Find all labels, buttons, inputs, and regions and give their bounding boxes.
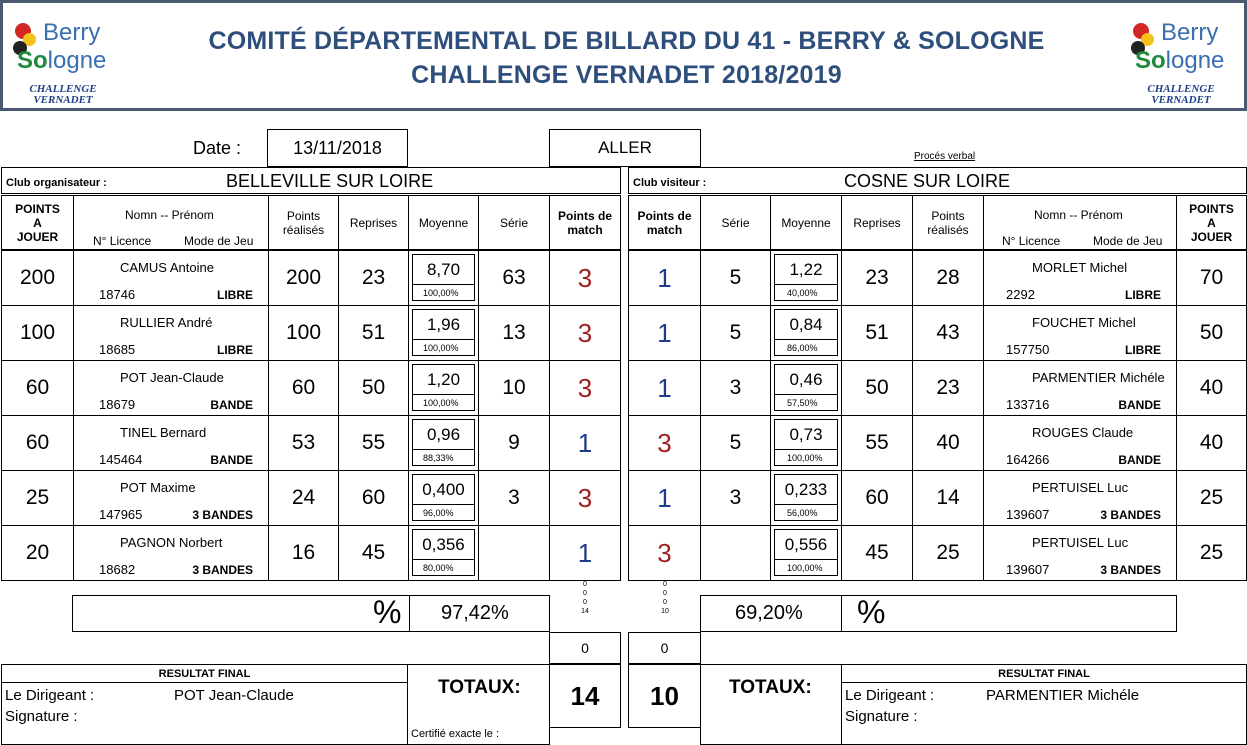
- player-licence: 139607: [1006, 562, 1050, 577]
- player-name-cell: [73, 250, 269, 306]
- moyenne-cell: [770, 525, 842, 581]
- away-zero-cell: 0: [628, 632, 701, 664]
- points-a-jouer-cell: 20: [1, 525, 74, 581]
- serie-cell: 5: [700, 415, 771, 471]
- player-name-cell: [73, 525, 269, 581]
- col-header-reprises: Reprises: [841, 195, 913, 250]
- points-a-jouer-cell: 70: [1176, 250, 1247, 306]
- logo-sologne-text: Sologne: [1135, 47, 1225, 74]
- logo-challenge-text: CHALLENGE: [29, 83, 97, 95]
- player-mode: 3 BANDES: [192, 508, 253, 522]
- player-mode: LIBRE: [217, 343, 253, 357]
- player-licence: 18682: [99, 562, 136, 577]
- moyenne-percent: 100,00%: [774, 449, 838, 466]
- logo-berry-text: Berry: [43, 19, 101, 46]
- player-name: POT Jean-Claude: [120, 370, 224, 385]
- player-name: RULLIER André: [120, 315, 213, 330]
- col-header-reprises: Reprises: [338, 195, 409, 250]
- serie-cell: 10: [478, 360, 550, 416]
- points-a-jouer-cell: 25: [1, 470, 74, 526]
- reprises-cell: 55: [338, 415, 409, 471]
- leg-aller: ALLER: [549, 129, 701, 167]
- moyenne-percent: 100,00%: [412, 394, 475, 411]
- player-licence: 164266: [1006, 452, 1050, 467]
- player-licence: 18746: [99, 287, 136, 302]
- moyenne-value: 1,22: [774, 254, 838, 284]
- points-de-match-cell: 3: [549, 360, 621, 416]
- player-name-cell: [983, 360, 1177, 416]
- away-summary-box: [700, 595, 1177, 632]
- player-name: FOUCHET Michel: [1032, 315, 1136, 330]
- points-de-match-cell: 3: [549, 250, 621, 306]
- player-name: MORLET Michel: [1032, 260, 1128, 275]
- points-a-jouer-cell: 100: [1, 305, 74, 361]
- moyenne-value: 0,356: [412, 529, 475, 559]
- reprises-cell: 50: [841, 360, 913, 416]
- player-licence: 145464: [99, 452, 143, 467]
- points-realises-cell: 25: [912, 525, 984, 581]
- player-name-cell: [73, 305, 269, 361]
- signature-label: Signature :: [5, 708, 78, 725]
- tiny-value: 14: [581, 608, 589, 615]
- home-total-value: 14: [549, 664, 621, 728]
- player-name: POT Maxime: [120, 480, 196, 495]
- moyenne-value: 0,73: [774, 419, 838, 449]
- moyenne-percent: 100,00%: [774, 559, 838, 576]
- reprises-cell: 60: [841, 470, 913, 526]
- points-de-match-cell: 1: [549, 525, 621, 581]
- player-name-cell: [983, 415, 1177, 471]
- points-a-jouer-cell: 60: [1, 360, 74, 416]
- col-header-moyenne: Moyenne: [408, 195, 479, 250]
- player-name: ROUGES Claude: [1032, 425, 1134, 440]
- reprises-cell: 55: [841, 415, 913, 471]
- points-realises-cell: 53: [268, 415, 339, 471]
- away-totaux-box: [700, 664, 842, 745]
- serie-cell: [700, 525, 771, 581]
- moyenne-percent: 56,00%: [774, 504, 838, 521]
- resultat-final-heading: RESULTAT FINAL: [158, 668, 251, 680]
- points-de-match-cell: 1: [628, 360, 701, 416]
- col-header-serie: Série: [700, 195, 771, 250]
- points-realises-cell: 16: [268, 525, 339, 581]
- tiny-value: 0: [583, 590, 587, 597]
- moyenne-value: 0,233: [774, 474, 838, 504]
- moyenne-cell: [770, 250, 842, 306]
- moyenne-cell: [770, 470, 842, 526]
- points-realises-cell: 60: [268, 360, 339, 416]
- logo-vernadet-text: VERNADET: [1151, 94, 1211, 106]
- points-de-match-cell: 1: [549, 415, 621, 471]
- resultat-final-heading: RESULTAT FINAL: [998, 668, 1090, 680]
- player-name: PERTUISEL Luc: [1032, 535, 1129, 550]
- points-a-jouer-cell: 25: [1176, 525, 1247, 581]
- col-header-points-realises: Points réalisés: [912, 195, 984, 250]
- tiny-value: 0: [583, 599, 587, 606]
- col-header-nom-prenom: Nomn -- Prénom N° Licence Mode de Jeu: [983, 195, 1177, 250]
- player-mode: BANDE: [1118, 453, 1161, 467]
- away-total-percent: 69,20%: [735, 602, 803, 624]
- points-de-match-cell: 3: [549, 470, 621, 526]
- serie-cell: 3: [700, 470, 771, 526]
- tiny-value: 0: [663, 599, 667, 606]
- player-mode: LIBRE: [1125, 288, 1161, 302]
- date-label: Date :: [193, 138, 242, 158]
- away-total-value: 10: [628, 664, 701, 728]
- reprises-cell: 51: [841, 305, 913, 361]
- reprises-cell: 45: [338, 525, 409, 581]
- totaux-label: TOTAUX:: [438, 677, 521, 698]
- moyenne-cell: [408, 525, 479, 581]
- reprises-cell: 51: [338, 305, 409, 361]
- player-name: PAGNON Norbert: [120, 535, 223, 550]
- serie-cell: [478, 525, 550, 581]
- points-realises-cell: 200: [268, 250, 339, 306]
- away-final-result: [841, 664, 1247, 745]
- points-de-match-cell: 3: [628, 415, 701, 471]
- moyenne-cell: [770, 415, 842, 471]
- player-name-cell: [983, 250, 1177, 306]
- moyenne-percent: 86,00%: [774, 339, 838, 356]
- moyenne-percent: 88,33%: [412, 449, 475, 466]
- serie-cell: 3: [700, 360, 771, 416]
- home-dirigeant-name: POT Jean-Claude: [174, 687, 294, 704]
- home-summary-box: [72, 595, 550, 632]
- dirigeant-label: Le Dirigeant :: [845, 687, 935, 704]
- player-licence: 133716: [1006, 397, 1050, 412]
- points-realises-cell: 43: [912, 305, 984, 361]
- player-mode: 3 BANDES: [1100, 563, 1161, 577]
- moyenne-percent: 100,00%: [412, 339, 475, 356]
- moyenne-value: 0,556: [774, 529, 838, 559]
- points-de-match-cell: 3: [628, 525, 701, 581]
- serie-cell: 9: [478, 415, 550, 471]
- moyenne-percent: 96,00%: [412, 504, 475, 521]
- player-name-cell: [73, 360, 269, 416]
- club-visiteur-box: [628, 167, 1247, 194]
- player-licence: 157750: [1006, 342, 1050, 357]
- points-de-match-cell: 3: [549, 305, 621, 361]
- reprises-cell: 23: [841, 250, 913, 306]
- player-name: PARMENTIER Michéle: [1032, 370, 1165, 385]
- player-licence: 139607: [1006, 507, 1050, 522]
- moyenne-percent: 100,00%: [412, 284, 475, 301]
- club-vis-name: COSNE SUR LOIRE: [844, 171, 1011, 191]
- proces-verbal-link[interactable]: Procés verbal: [914, 151, 976, 162]
- page-subtitle: CHALLENGE VERNADET 2018/2019: [411, 61, 842, 89]
- serie-cell: 13: [478, 305, 550, 361]
- club-vis-label: Club visiteur :: [633, 177, 707, 189]
- points-de-match-cell: 1: [628, 305, 701, 361]
- club-org-name: BELLEVILLE SUR LOIRE: [226, 171, 434, 191]
- moyenne-cell: [408, 470, 479, 526]
- moyenne-cell: [770, 305, 842, 361]
- home-tiny-stack: [549, 580, 621, 616]
- player-name: PERTUISEL Luc: [1032, 480, 1129, 495]
- points-a-jouer-cell: 25: [1176, 470, 1247, 526]
- points-realises-cell: 28: [912, 250, 984, 306]
- player-name: CAMUS Antoine: [120, 260, 214, 275]
- away-tiny-stack: [629, 580, 701, 616]
- points-realises-cell: 23: [912, 360, 984, 416]
- points-realises-cell: 100: [268, 305, 339, 361]
- moyenne-cell: [408, 360, 479, 416]
- logo-vernadet-text: VERNADET: [33, 94, 93, 106]
- col-header-points-realises: Points réalisés: [268, 195, 339, 250]
- points-a-jouer-cell: 200: [1, 250, 74, 306]
- reprises-cell: 50: [338, 360, 409, 416]
- reprises-cell: 60: [338, 470, 409, 526]
- club-organisateur-box: [1, 167, 621, 194]
- moyenne-value: 0,46: [774, 364, 838, 394]
- logo-challenge-text: CHALLENGE: [1147, 83, 1215, 95]
- page-title: COMITÉ DÉPARTEMENTAL DE BILLARD DU 41 - BERRY & SOLOGNE: [208, 27, 1045, 55]
- points-a-jouer-cell: 40: [1176, 415, 1247, 471]
- points-realises-cell: 14: [912, 470, 984, 526]
- player-name-cell: [73, 415, 269, 471]
- certifie-label: Certifié exacte le :: [411, 728, 500, 740]
- points-a-jouer-cell: 40: [1176, 360, 1247, 416]
- page-header: [0, 0, 1247, 111]
- tiny-value: 0: [663, 581, 667, 588]
- berry-sologne-logo-left: [9, 11, 121, 107]
- col-header-points-de-match: Points de match: [549, 195, 621, 250]
- moyenne-percent: 40,00%: [774, 284, 838, 301]
- moyenne-value: 0,84: [774, 309, 838, 339]
- dirigeant-label: Le Dirigeant :: [5, 687, 95, 704]
- player-licence: 2292: [1006, 287, 1035, 302]
- player-mode: BANDE: [1118, 398, 1161, 412]
- points-a-jouer-cell: 50: [1176, 305, 1247, 361]
- moyenne-cell: [408, 305, 479, 361]
- moyenne-value: 0,96: [412, 419, 475, 449]
- totaux-label: TOTAUX:: [729, 677, 812, 698]
- moyenne-cell: [408, 415, 479, 471]
- points-realises-cell: 40: [912, 415, 984, 471]
- away-dirigeant-name: PARMENTIER Michéle: [986, 687, 1140, 704]
- serie-cell: 5: [700, 305, 771, 361]
- club-org-label: Club organisateur :: [6, 177, 107, 189]
- player-licence: 147965: [99, 507, 143, 522]
- tiny-value: 10: [661, 608, 669, 615]
- player-name-cell: [983, 305, 1177, 361]
- moyenne-value: 1,96: [412, 309, 475, 339]
- player-mode: BANDE: [210, 398, 253, 412]
- serie-cell: 63: [478, 250, 550, 306]
- percent-sign: %: [857, 594, 886, 630]
- date-value: 13/11/2018: [267, 129, 408, 167]
- points-de-match-cell: 1: [628, 470, 701, 526]
- col-header-moyenne: Moyenne: [770, 195, 842, 250]
- points-realises-cell: 24: [268, 470, 339, 526]
- player-mode: LIBRE: [217, 288, 253, 302]
- player-name: TINEL Bernard: [120, 425, 207, 440]
- tiny-value: 0: [583, 581, 587, 588]
- berry-sologne-logo-right: [1127, 11, 1239, 107]
- percent-sign: %: [373, 594, 402, 630]
- player-mode: 3 BANDES: [192, 563, 253, 577]
- home-totaux-box: [407, 664, 550, 745]
- player-licence: 18679: [99, 397, 136, 412]
- col-header-points-a-jouer: POINTS A JOUER: [1176, 195, 1247, 250]
- logo-sologne-text: Sologne: [17, 47, 107, 74]
- col-header-points-a-jouer: POINTS A JOUER: [1, 195, 74, 250]
- moyenne-percent: 80,00%: [412, 559, 475, 576]
- moyenne-value: 1,20: [412, 364, 475, 394]
- col-header-points-de-match: Points de match: [628, 195, 701, 250]
- reprises-cell: 23: [338, 250, 409, 306]
- player-mode: BANDE: [210, 453, 253, 467]
- player-mode: 3 BANDES: [1100, 508, 1161, 522]
- reprises-cell: 45: [841, 525, 913, 581]
- player-mode: LIBRE: [1125, 343, 1161, 357]
- player-licence: 18685: [99, 342, 136, 357]
- home-zero-cell: 0: [549, 632, 621, 664]
- logo-berry-text: Berry: [1161, 19, 1219, 46]
- points-a-jouer-cell: 60: [1, 415, 74, 471]
- moyenne-percent: 57,50%: [774, 394, 838, 411]
- col-header-nom-prenom: Nomn -- Prénom N° Licence Mode de Jeu: [73, 195, 269, 250]
- serie-cell: 5: [700, 250, 771, 306]
- serie-cell: 3: [478, 470, 550, 526]
- signature-label: Signature :: [845, 708, 918, 725]
- home-total-percent: 97,42%: [441, 602, 509, 624]
- moyenne-cell: [408, 250, 479, 306]
- points-de-match-cell: 1: [628, 250, 701, 306]
- moyenne-cell: [770, 360, 842, 416]
- home-final-result: [1, 664, 408, 745]
- player-name-cell: [73, 470, 269, 526]
- player-name-cell: [983, 470, 1177, 526]
- col-header-serie: Série: [478, 195, 550, 250]
- player-name-cell: [983, 525, 1177, 581]
- moyenne-value: 0,400: [412, 474, 475, 504]
- tiny-value: 0: [663, 590, 667, 597]
- moyenne-value: 8,70: [412, 254, 475, 284]
